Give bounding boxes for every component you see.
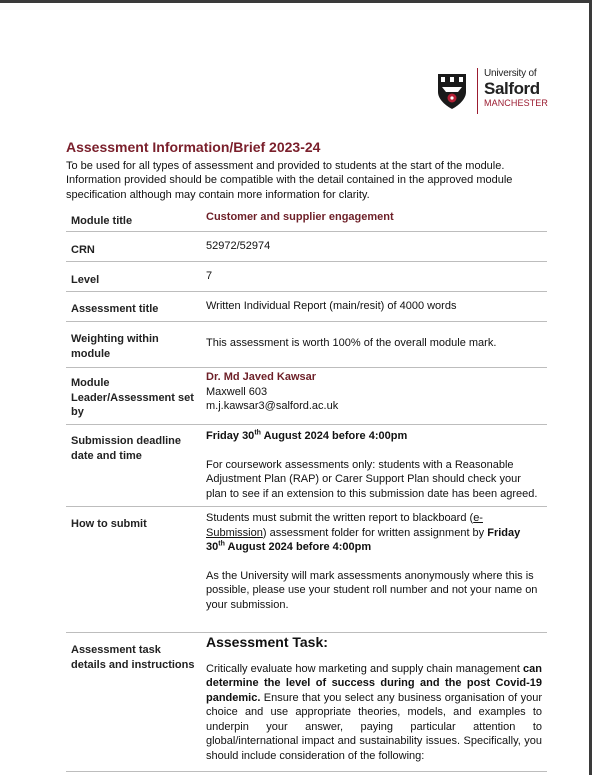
- value-assessment-title: Written Individual Report (main/resit) of 4000 words: [206, 300, 457, 312]
- value-module-leader: [206, 370, 542, 414]
- submit-paragraph-2: As the University will mark assessments anonymously where this is possible, please use your student roll number and not your name on your submission.: [206, 569, 538, 611]
- leader-office: Maxwell 603: [206, 385, 268, 398]
- university-logo: [436, 68, 556, 114]
- deadline-day: Friday 30: [206, 430, 255, 442]
- submit-text-b: ) assessment folder for written assignment by: [262, 526, 488, 539]
- submit-date-day: Friday 30: [206, 526, 521, 553]
- task-text-bold: can determine the level of success during and the post Covid-19 pandemic.: [206, 662, 542, 704]
- value-level: 7: [206, 270, 213, 282]
- page-top-border: [0, 0, 592, 3]
- task-paragraph: [206, 662, 542, 764]
- value-how-to-submit: [206, 511, 542, 612]
- row-module-title: [66, 205, 547, 232]
- submit-date-sup: th: [218, 540, 225, 548]
- label-assessment-title: Assessment title: [71, 303, 159, 315]
- deadline-sup: th: [254, 429, 261, 437]
- e-submission-link[interactable]: e-Submission: [206, 512, 483, 539]
- leader-email[interactable]: m.j.kawsar3@salford.ac.uk: [206, 400, 339, 412]
- submit-paragraph-1: [206, 511, 542, 555]
- task-text-2: Ensure that you select any business organisation of your choice and use appropriate theories, models, and examples to underpin your answer, paying particular attention to global/international impact and sustainability issues. Specifically, you should include consideration of the following:: [206, 691, 542, 762]
- row-crn: [66, 232, 547, 262]
- logo-line-2: Salford: [484, 79, 540, 98]
- submit-date-rest: August 2024 before 4:00pm: [224, 541, 372, 553]
- label-assessment-task: Assessment task details and instructions: [71, 644, 195, 671]
- task-heading: Assessment Task:: [206, 634, 328, 650]
- crest-icon: [436, 70, 468, 110]
- value-assessment-task: [206, 635, 542, 763]
- logo-wordmark: [484, 68, 548, 109]
- deadline-note: For coursework assessments only: students with a Reasonable Adjustment Plan (RAP) or Carer Support Plan should check your plan to see if an extension to this submission date has been agreed.: [206, 458, 538, 500]
- intro-text: To be used for all types of assessment and provided to students at the start of the module. Information provided should be compatible with the detail contained in the approved module specification although may contain more information for clarity.: [66, 160, 513, 201]
- logo-divider: [477, 68, 478, 114]
- task-text-1: Critically evaluate how marketing and supply chain management: [206, 662, 524, 675]
- row-submission-deadline: [66, 425, 547, 507]
- label-level: Level: [71, 274, 100, 286]
- value-weighting: This assessment is worth 100% of the overall module mark.: [206, 337, 497, 349]
- deadline-rest: August 2024 before 4:00pm: [260, 430, 408, 442]
- logo-line-3: MANCHESTER: [484, 98, 549, 108]
- value-crn: 52972/52974: [206, 240, 271, 252]
- label-weighting: Weighting within module: [71, 333, 159, 360]
- row-assessment-title: [66, 292, 547, 322]
- label-module-title: Module title: [71, 215, 133, 227]
- submit-text-a: Students must submit the written report to blackboard (: [206, 512, 474, 524]
- row-module-leader: [66, 368, 547, 425]
- leader-name: Dr. Md Javed Kawsar: [206, 371, 317, 383]
- row-weighting: [66, 322, 547, 368]
- row-assessment-task: [66, 633, 547, 772]
- logo-line-1: University of: [484, 68, 537, 79]
- label-crn: CRN: [71, 244, 95, 256]
- label-module-leader: Module Leader/Assessment set by: [71, 377, 194, 418]
- label-how-to-submit: How to submit: [71, 518, 147, 530]
- row-how-to-submit: [66, 507, 547, 633]
- document-title: Assessment Information/Brief 2023-24: [66, 139, 321, 155]
- label-submission-deadline: Submission deadline date and time: [71, 435, 182, 462]
- row-level: [66, 262, 547, 292]
- deadline-date: [206, 429, 542, 444]
- value-module-title: Customer and supplier engagement: [206, 211, 394, 223]
- value-submission-deadline: [206, 429, 542, 501]
